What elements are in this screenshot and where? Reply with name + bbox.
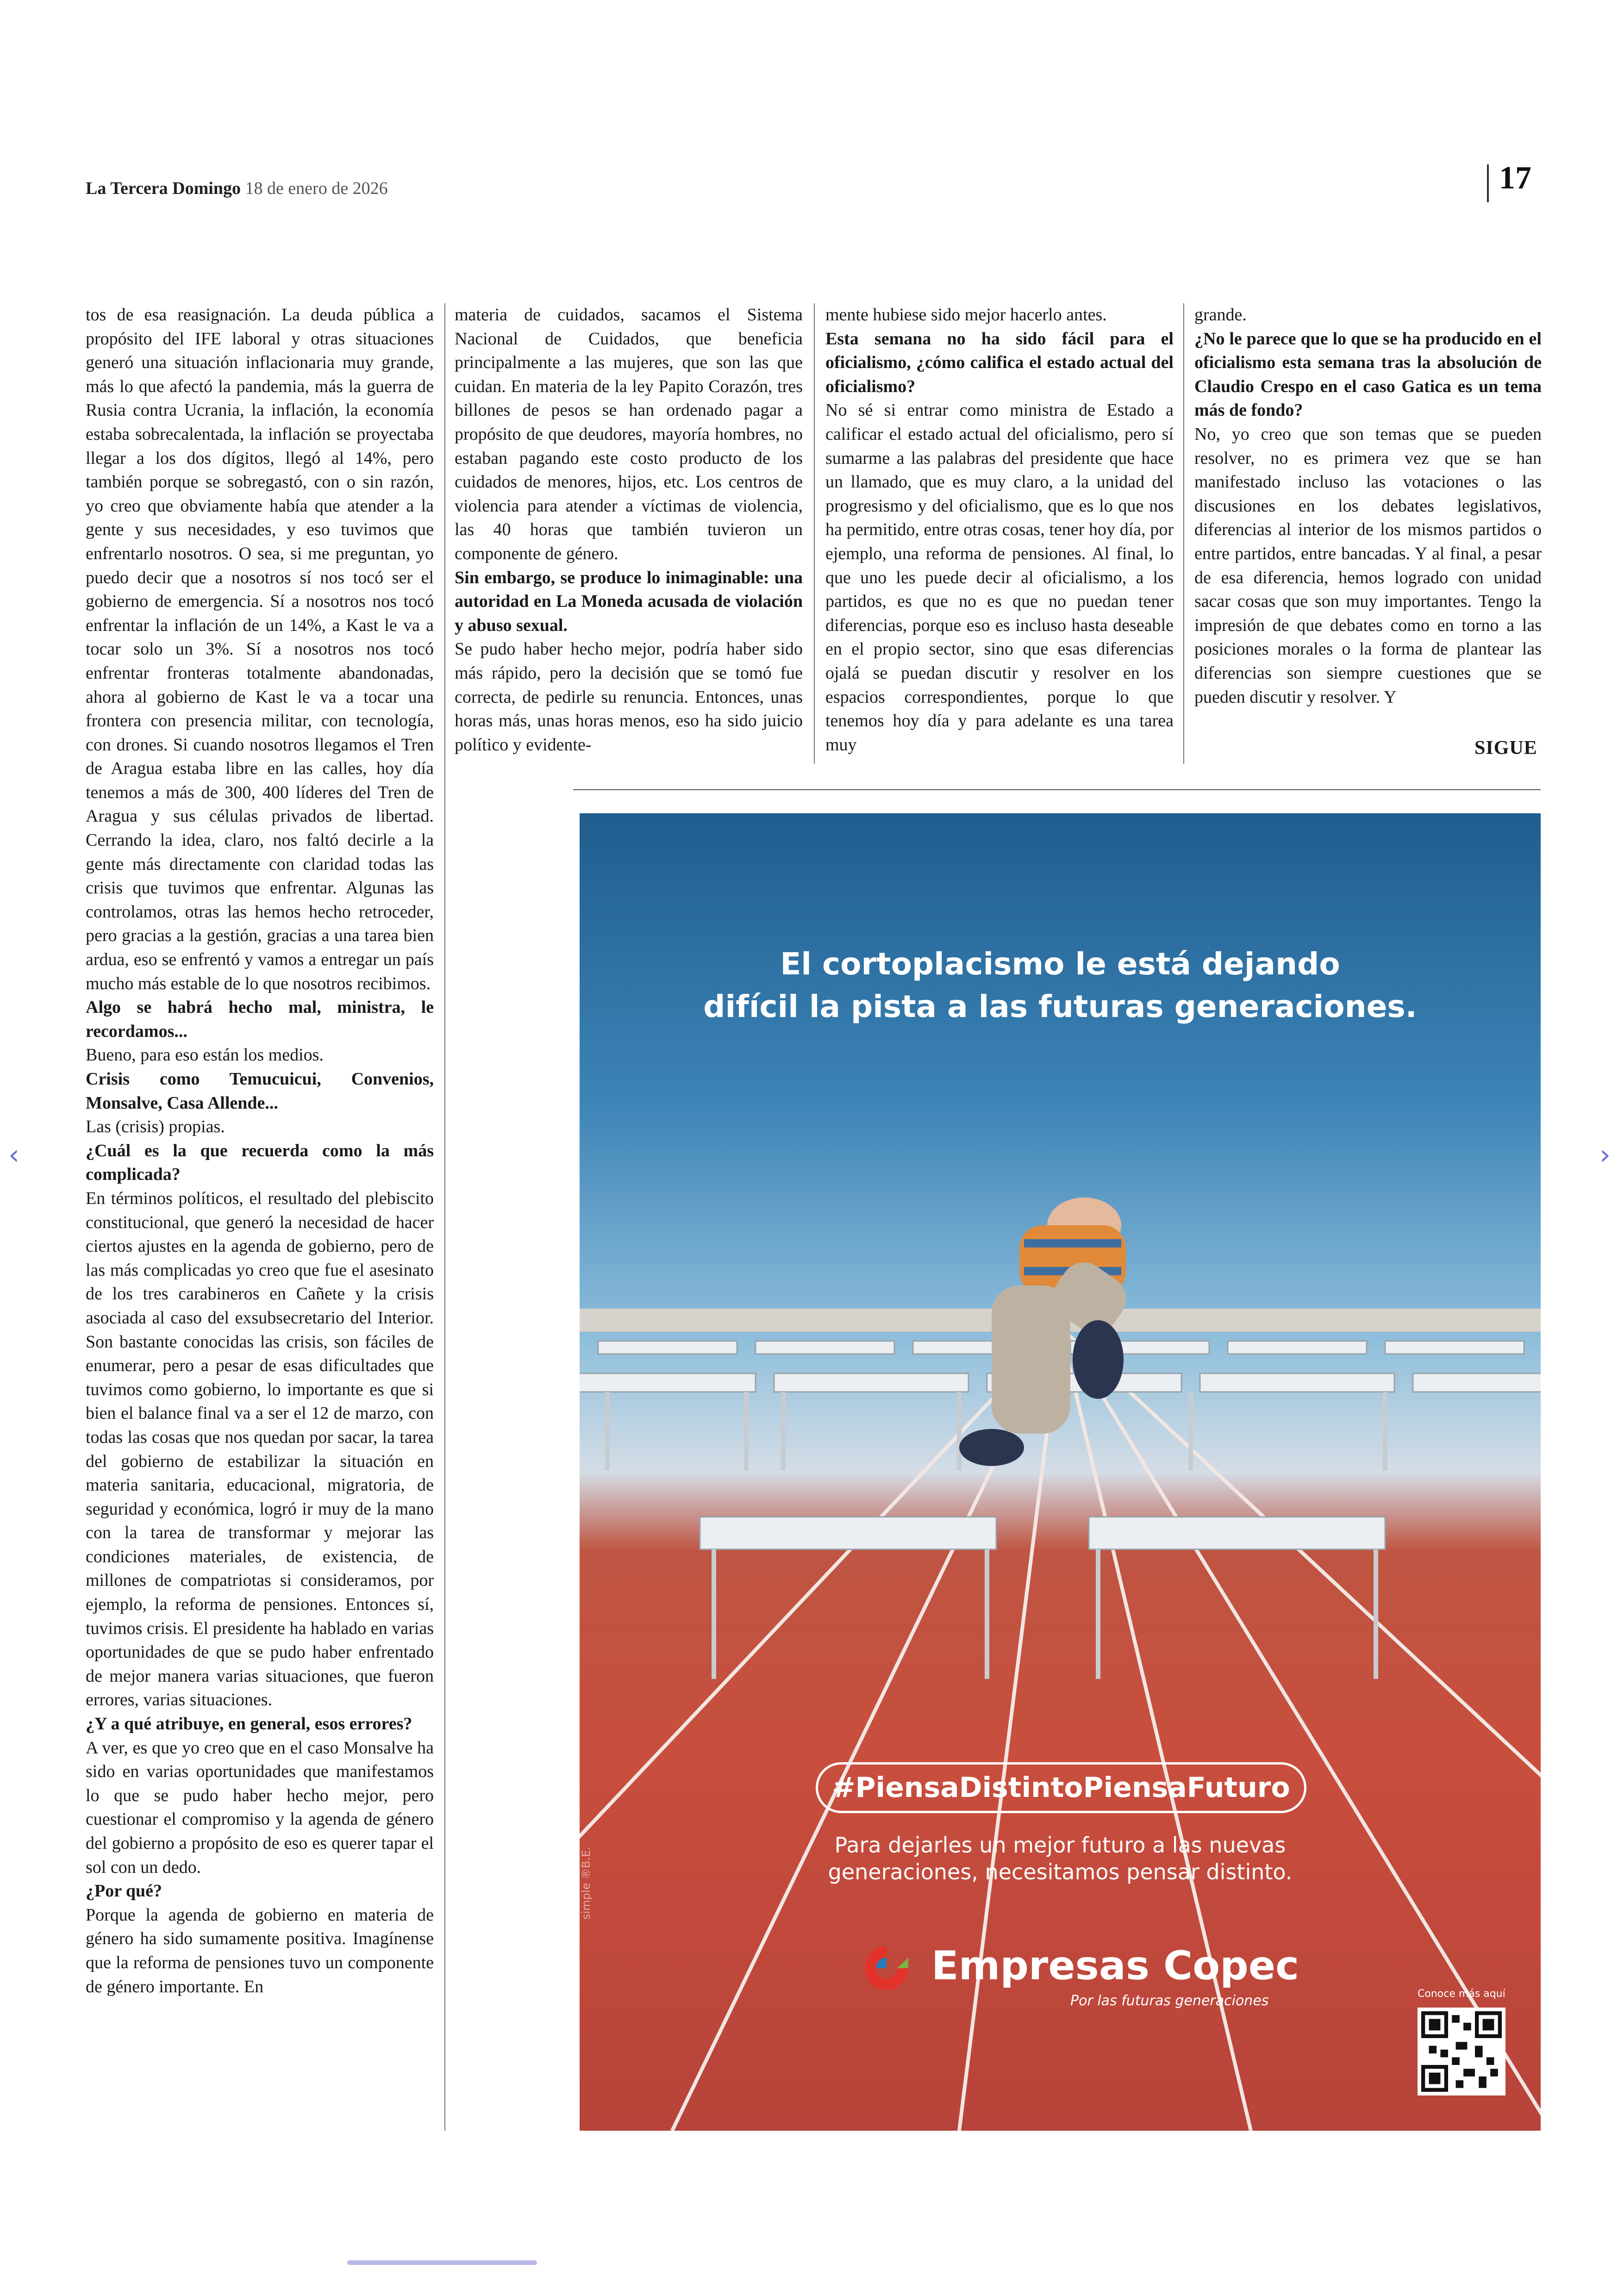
interview-paragraph: Bueno, para eso están los medios. xyxy=(86,1045,324,1065)
interview-question: ¿Cuál es la que recuerda como la más complicada? xyxy=(86,1141,434,1185)
page-number-bar xyxy=(1487,164,1489,202)
qr-code-icon xyxy=(1421,2011,1502,2092)
interview-question: Algo se habrá hecho mal, ministra, le recordamos... xyxy=(86,998,434,1041)
article-column-4 xyxy=(1194,303,1542,709)
interview-paragraph: A ver, es que yo creo que en el caso Monsalve ha sido en varias oportunidades que manifestamos lo que se pudo haber hecho mejor, pero cuestionar el compromiso y la agenda de género del gobierno a propósito de eso es querer tapar el sol con un dedo. xyxy=(86,1738,434,1877)
interview-paragraph: No sé si entrar como ministra de Estado a calificar el estado actual del oficialismo, pero sí sumarme a las palabras del presidente que hace un llamado, que es muy claro, a la unidad del progresismo y del oficialismo, que es lo que nos ha permitido, entre otras cosas, tener hoy día, por ejemplo, una reforma de pensiones. Al final, lo que uno les puede decir al oficialismo, a los partidos, es que no es que no puedan tener diferencias, porque eso es incluso hasta deseable en el propio sector, sino que esas diferencias ojalá se puedan discutir y resolver en los espacios correspondientes, porque lo que tenemos hoy día y para adelante es una tarea muy xyxy=(825,400,1174,755)
interview-question: Esta semana no ha sido fácil para el oficialismo, ¿cómo califica el estado actual del oficialismo? xyxy=(825,329,1174,396)
qr-code[interactable] xyxy=(1418,2008,1505,2095)
continuation-label: SIGUE xyxy=(1474,737,1537,759)
ad-tagline-line-1: Para dejarles un mejor futuro a las nuevas xyxy=(834,1833,1286,1858)
qr-label: Conoce más aquí xyxy=(1418,1988,1505,2000)
column-rule xyxy=(444,303,445,2131)
advertisement[interactable] xyxy=(580,813,1541,2131)
column-rule xyxy=(1183,303,1184,764)
interview-paragraph: No, yo creo que son temas que se pueden resolver, no es primera vez que se han manifestado incluso las votaciones o las discusiones en los debates legislativos, diferencias al interior de los mismos partidos o entre partidos, entre bancadas. Y al final, a pesar de esa diferencia, hemos logrado con unidad sacar cosas que son muy importantes. Tengo la impresión de que debates como en torno a las posiciones morales o la forma de plantear las diferencias son siempre cuestiones que se pueden discutir y resolver. Y xyxy=(1194,424,1542,707)
interview-question: Crisis como Temucuicui, Convenios, Monsalve, Casa Allende... xyxy=(86,1069,434,1113)
article-column-1 xyxy=(86,303,434,1999)
interview-paragraph: grande. xyxy=(1194,305,1247,324)
page-header xyxy=(86,178,388,199)
interview-question: ¿Y a qué atribuye, en general, esos errores? xyxy=(86,1714,412,1734)
interview-paragraph: mente hubiese sido mejor hacerlo antes. xyxy=(825,305,1107,324)
ad-headline-line-1: El cortoplacismo le está dejando xyxy=(780,946,1340,982)
ad-brand: Empresas Copec xyxy=(931,1943,1299,1989)
ad-agency-credit: simple ®B.E. xyxy=(580,1846,593,1920)
article-column-2 xyxy=(455,303,803,757)
scroll-indicator[interactable] xyxy=(347,2260,537,2265)
ad-tagline xyxy=(580,1832,1541,1885)
ad-hashtag: #PiensaDistintoPiensaFuturo xyxy=(816,1762,1306,1813)
interview-paragraph: Las (crisis) propias. xyxy=(86,1117,225,1137)
section-divider xyxy=(573,789,1541,790)
ad-headline-line-2: difícil la pista a las futuras generaciones. xyxy=(703,989,1417,1024)
interview-paragraph: En términos políticos, el resultado del plebiscito constitucional, que generó la necesidad de hacer ciertos ajustes en la agenda de gobierno, pero de las más complicadas yo creo que fue el asesinato de los tres carabineros en Cañete y la crisis asociada al caso del exsubsecretario del Interior. Son bastante conocidas las crisis, son fáciles de enumerar, pero a pesar de esas dificultades que tuvimos como gobierno, lo importante es que si bien el balance final va a ser el 12 de marzo, con todas las cosas que nos quedan por sacar, la tarea del gobierno de estabilizar la situación en materia sanitaria, educacional, migratoria, de seguridad y económica, logró ir muy de la mano con la tarea de transformar y mejorar las condiciones materiales, de existencia, de millones de compatriotas si consideramos, por ejemplo, la reforma de pensiones. Entonces sí, tuvimos crisis. El presidente ha hablado en varias oportunidades de que se pudo haber enfrentado de mejor manera varias situaciones, que fueron errores, varias situaciones. xyxy=(86,1188,434,1710)
column-rule xyxy=(814,303,815,764)
ad-brand-subtitle: Por las futuras generaciones xyxy=(1070,1993,1269,2009)
ad-tagline-line-2: generaciones, necesitamos pensar distinto. xyxy=(828,1859,1293,1884)
article-column-3 xyxy=(825,303,1174,757)
previous-page-icon[interactable]: ‹ xyxy=(8,1139,19,1171)
interview-paragraph: Se pudo haber hecho mejor, podría haber sido más rápido, pero la decisión que se tomó fue correcta, de pedirle su renuncia. Entonces, unas horas más, unas horas menos, eso ha sido juicio político y evidente- xyxy=(455,639,803,755)
interview-paragraph: Porque la agenda de gobierno en materia de género ha sido sumamente positiva. Imagínense que la reforma de pensiones tuvo un componente de género importante. En xyxy=(86,1905,434,1996)
publication-name: La Tercera Domingo xyxy=(86,179,241,198)
page-number: 17 xyxy=(1499,160,1531,196)
interview-paragraph: materia de cuidados, sacamos el Sistema Nacional de Cuidados, que beneficia principalmente a las mujeres, que son las que cuidan. En materia de la ley Papito Corazón, tres billones de pesos se han ordenado pagar a propósito de que deudores, mayoría hombres, no estaban pagando este costo producto de los cuidados de menores, hijos, etc. Los centros de violencia para atender a víctimas de violencia, las 40 horas que también tuvieron un componente de género. xyxy=(455,305,803,563)
next-page-icon[interactable]: › xyxy=(1599,1139,1611,1171)
track-lanes xyxy=(580,1327,1541,2131)
ad-headline xyxy=(580,943,1541,1028)
interview-question: Sin embargo, se produce lo inimaginable: una autoridad en La Moneda acusada de violación y abuso sexual. xyxy=(455,568,803,635)
interview-question: ¿Por qué? xyxy=(86,1881,162,1901)
interview-paragraph: tos de esa reasignación. La deuda pública a propósito del IFE laboral y otras situaciones generó una situación inflacionaria muy grande, más lo que afectó la pandemia, más la guerra de Rusia contra Ucrania, la inflación, la economía estaba sobrecalentada, la inflación se proyectaba llegar a los dos dígitos, llegó al 14%, pero también porque se sobregastó, con o sin razón, yo creo que obviamente había que atender a la gente y sus necesidades, y eso tuvimos que enfrentarlo nosotros. O sea, si me preguntan, yo puedo decir que a nosotros sí nos tocó ser el gobierno de emergencia. Sí a nosotros nos tocó enfrentar la inflación de un 14%, a Kast le va a tocar solo un 3%. Sí a nosotros nos tocó enfrentar fronteras totalmente abandonadas, ahora al gobierno de Kast le va a tocar una frontera con presencia militar, con tecnología, con drones. Si cuando nosotros llegamos el Tren de Aragua estaba libre en las calles, hoy día tenemos a más de 300, 400 líderes del Tren de Aragua y sus células privados de libertad. Cerrando la idea, claro, nos faltó decirle a la gente más directamente con claridad todas las crisis que tuvimos que enfrentar. Algunas las controlamos, otras las hemos hecho retroceder, pero gracias a la gestión, gracias a una tarea bien ardua, eso se enfrentó y vamos a entregar un país mucho más estable de lo que nosotros recibimos. xyxy=(86,305,434,993)
publication-date: 18 de enero de 2026 xyxy=(245,179,388,198)
copec-logo-icon xyxy=(861,1943,912,1994)
interview-question: ¿No le parece que lo que se ha producido en el oficialismo esta semana tras la absolución de Claudio Crespo en el caso Gatica es un tema más de fondo? xyxy=(1194,329,1542,420)
